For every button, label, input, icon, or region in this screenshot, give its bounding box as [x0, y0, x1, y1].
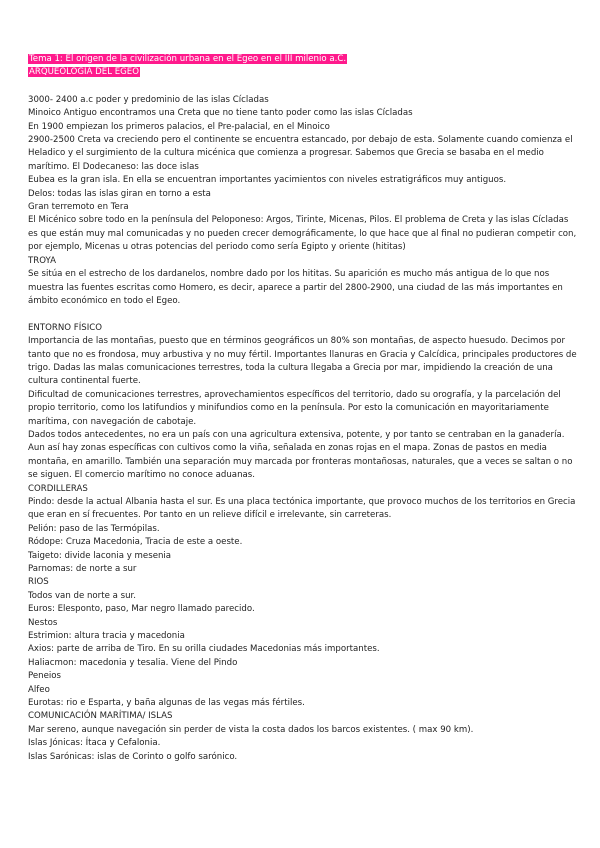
list-item: Parnomas: de norte a sur [28, 564, 137, 575]
paragraph: Se sitúa en el estrecho de los dardanelos, nombre dado por los hititas. Su aparición es mucho más antigua de lo que nos muestra las fuentes escritas como Homero, es decir, aparece a partir del 2800-2900, una ciudad de las más importantes en ámbito económico en todo el Egeo. [28, 269, 563, 306]
paragraph: Dados todos antecedentes, no era un país con una agricultura extensiva, potente, y por tanto se centraban en la ganadería. Aun así hay zonas específicas con cultivos como la viña, señalada en zonas rojas en el mapa. Zonas de pastos en media montaña, en amarillo. También una separación muy marcada por fronteras montañosas, naturales, que a veces se saltan o no se siguen. El comercio marítimo no conoce aduanas. [28, 429, 573, 481]
list-item: Nestos [28, 617, 58, 628]
list-item: Alfeo [28, 684, 50, 695]
section-heading-cordilleras: CORDILLERAS [28, 483, 88, 494]
paragraph: Delos: todas las islas giran en torno a esta [28, 188, 211, 199]
list-item: Ródope: Cruza Macedonia, Tracia de este a oeste. [28, 537, 243, 548]
paragraph: El Micénico sobre todo en la península del Peloponeso: Argos, Tirinte, Micenas, Pilos. El problema de Creta y las islas Cícladas es que están muy mal comunicadas y no pueden crecer demográficamente, lo que hace que al final no pudieran competir con, por ejemplo, Micenas u otras potencias del periodo como sería Egipto y oriente (hititas) [28, 215, 577, 253]
list-item: Islas Sarónicas: islas de Corinto o golfo sarónico. [28, 751, 238, 762]
list-item: Pindo: desde la actual Albania hasta el sur. Es una placa tectónica importante, que provoco muchos de los territorios en Grecia que eran en sí frecuentes. Por tanto en un relieve difícil e irrelevante, sin carreteras. [28, 496, 576, 521]
paragraph: Gran terremoto en Tera [28, 202, 129, 213]
paragraph: Eubea es la gran isla. En ella se encuentran importantes yacimientos con niveles estratigráficos muy antiguos. [28, 175, 507, 186]
list-item: Estrimion: altura tracia y macedonia [28, 631, 185, 642]
list-item: Todos van de norte a sur. [28, 590, 136, 601]
subtitle-line [28, 66, 578, 79]
list-item: Haliacmon: macedonia y tesalia. Viene del Pindo [28, 657, 238, 668]
list-item: Euros: Elesponto, paso, Mar negro llamado parecido. [28, 604, 255, 615]
list-item: Pelión: paso de las Termópilas. [28, 523, 160, 534]
paragraph: 3000- 2400 a.c poder y predominio de las islas Cícladas [28, 94, 269, 105]
section-heading-entorno: ENTORNO FÍSICO [28, 322, 102, 333]
spacer [28, 80, 578, 94]
section-heading-rios: RIOS [28, 577, 49, 588]
title-line [28, 53, 578, 66]
paragraph: 2900-2500 Creta va creciendo pero el continente se encuentra estancado, por debajo de esta. Solamente cuando comienza el Heladico y el surgimiento de la cultura micénica que comienza a progresar. Sabemos que Grecia se basaba en el medio marítimo. El Dodecaneso: las doce islas [28, 135, 573, 172]
section-heading-troya: TROYA [28, 255, 56, 266]
list-item: Eurotas: rio e Esparta, y baña algunas de las vegas más fértiles. [28, 698, 305, 709]
highlighted-title: Tema 1: El origen de la civilización urbana en el Egeo en el III milenio a.C. [29, 54, 347, 64]
list-item: Islas Jónicas: Ítaca y Cefalonia. [28, 738, 161, 749]
paragraph: Importancia de las montañas, puesto que en términos geográficos un 80% son montañas, de aspecto huesudo. Decimos por tanto que no es frondosa, muy arbustiva y no muy fértil. Importantes llanuras en Gracia y Calcídica, principales productores de trigo. Dadas las malas comunicaciones terrestres, toda la cultura llegaba a Grecia por mar, impidiendo la creación de una cultura continental fuerte. [28, 336, 577, 387]
document-page [28, 53, 578, 764]
spacer [28, 308, 578, 321]
paragraph: En 1900 empiezan los primeros palacios, el Pre-palacial, en el Minoico [28, 121, 330, 132]
section-heading-comunicacion: COMUNICACIÓN MARÍTIMA/ ISLAS [28, 711, 173, 722]
list-item: Peneios [28, 671, 62, 682]
paragraph: Dificultad de comunicaciones terrestres, aprovechamientos específicos del territorio, dado su orografía, y la parcelación del propio territorio, como los latifundios y minifundios como en la península. Por esto la comunicación en mayoritariamente marítima, con navegación de cabotaje. [28, 389, 561, 427]
list-item: Mar sereno, aunque navegación sin perder de vista la costa dados los barcos existentes. ( max 90 km). [28, 724, 474, 735]
highlighted-subtitle: ARQUEOLOGÍA DEL EGEO [29, 67, 139, 78]
paragraph: Minoico Antiguo encontramos una Creta que no tiene tanto poder como las islas Cícladas [28, 108, 413, 119]
list-item: Axios: parte de arriba de Tiro. En su orilla ciudades Macedonias más importantes. [28, 644, 380, 655]
list-item: Taigeto: divide laconia y mesenia [28, 550, 172, 561]
